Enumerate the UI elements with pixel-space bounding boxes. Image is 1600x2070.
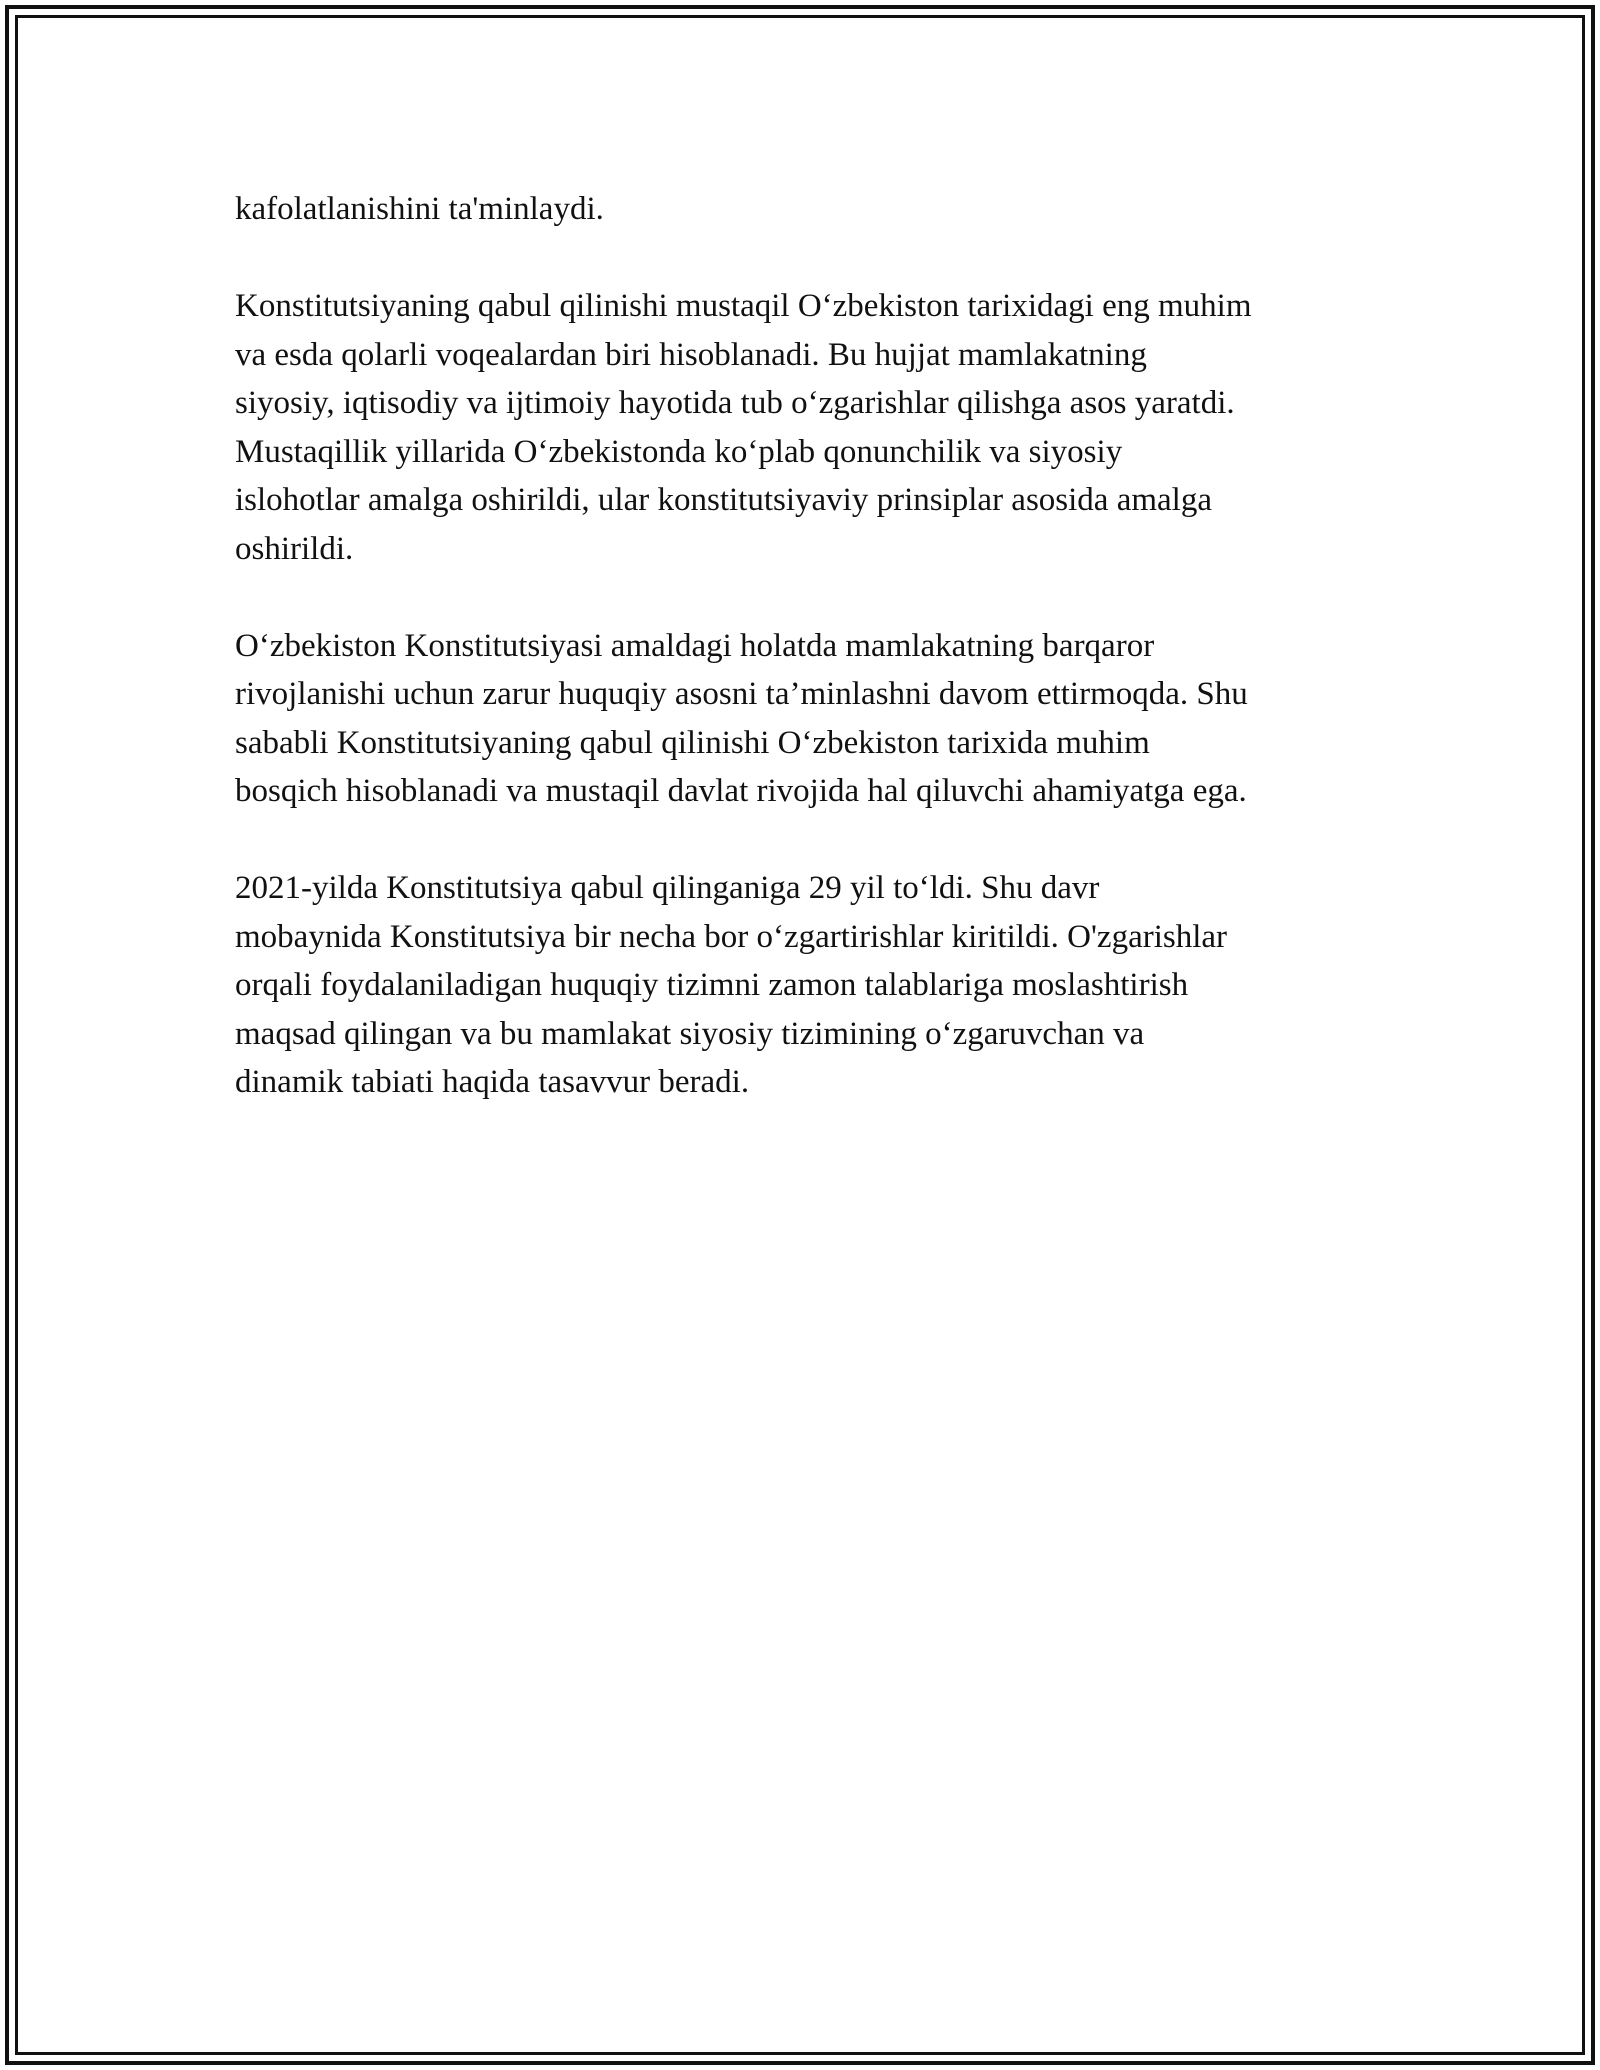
paragraph-line: bosqich hisoblanadi va mustaqil davlat rivojida hal qiluvchi ahamiyatga ega.	[235, 773, 1247, 809]
paragraph-line: rivojlanishi uchun zarur huquqiy asosni ta’minlashni davom ettirmoqda. Shu	[235, 676, 1248, 712]
paragraph-line: 2021-yilda Konstitutsiya qabul qilinganiga 29 yil to‘ldi. Shu davr	[235, 870, 1100, 906]
paragraph-line: islohotlar amalga oshirildi, ular konstitutsiyaviy prinsiplar asosida amalga	[235, 482, 1212, 518]
paragraph-2	[235, 282, 1375, 573]
paragraph-line: kafolatlanishini ta'minlaydi.	[235, 191, 604, 227]
paragraph-1	[235, 185, 1375, 234]
paragraph-line: O‘zbekiston Konstitutsiyasi amaldagi holatda mamlakatning barqaror	[235, 627, 1155, 664]
paragraph-line: Konstitutsiyaning qabul qilinishi mustaqil O‘zbekiston tarixidagi eng muhim	[235, 288, 1252, 324]
paragraph-line: sababli Konstitutsiyaning qabul qilinishi O‘zbekiston tarixida muhim	[235, 724, 1150, 761]
paragraph-line: Mustaqillik yillarida O‘zbekistonda ko‘plab qonunchilik va siyosiy	[235, 433, 1123, 470]
paragraph-line: siyosiy, iqtisodiy va ijtimoiy hayotida tub o‘zgarishlar qilishga asos yaratdi.	[235, 385, 1235, 421]
paragraph-line: va esda qolarli voqealardan biri hisoblanadi. Bu hujjat mamlakatning	[235, 336, 1147, 373]
paragraph-line: oshirildi.	[235, 530, 354, 567]
paragraph-3	[235, 622, 1375, 816]
paragraph-line: dinamik tabiati haqida tasavvur beradi.	[235, 1064, 750, 1100]
paragraph-line: orqali foydalaniladigan huquqiy tizimni zamon talablariga moslashtirish	[235, 967, 1189, 1003]
paragraph-line: maqsad qilingan va bu mamlakat siyosiy tizimining o‘zgaruvchan va	[235, 1015, 1145, 1052]
document-body	[235, 185, 1375, 1155]
paragraph-4	[235, 864, 1375, 1107]
paragraph-line: mobaynida Konstitutsiya bir necha bor o‘zgartirishlar kiritildi. O'zgarishlar	[235, 918, 1228, 955]
